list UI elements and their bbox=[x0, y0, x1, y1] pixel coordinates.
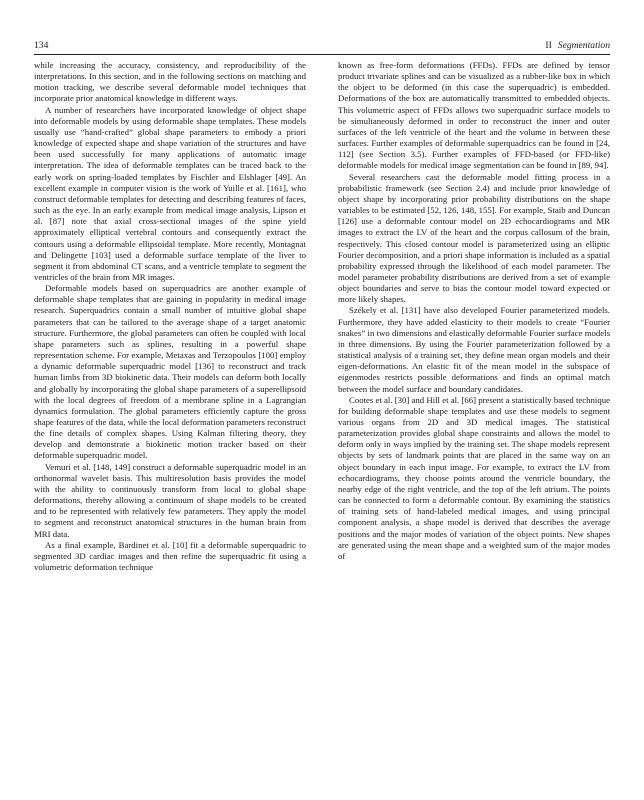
left-column bbox=[34, 60, 306, 573]
running-header bbox=[34, 40, 610, 52]
paragraph: while increasing the accuracy, consistency, and reproducibility of the interpretations. In this section, and in the following sections on matching and motion tracking, we describe several deformable model techniques that incorporate prior anatomical knowledge in different ways. bbox=[34, 60, 306, 104]
right-column bbox=[338, 60, 610, 562]
header-rule bbox=[34, 54, 610, 55]
paragraph: Vemuri et al. [148, 149] construct a deformable superquadric model in an orthonormal wavelet basis. This multiresolution basis provides the model with the ability to continuously transform from local to global shape deformations, thereby allowing a continuum of shape models to be created and to be represented with relatively few parameters. They apply the model to segment and reconstruct anatomical structures in the human brain from MRI data. bbox=[34, 461, 306, 539]
paragraph: As a final example, Bardinet et al. [10] fit a deformable superquadric to segmented 3D cardiac images and then refine the superquadric fit using a volumetric deformation technique bbox=[34, 539, 306, 573]
paragraph: A number of researchers have incorporated knowledge of object shape into deformable models by using deformable shape templates. These models usually use “hand-crafted” global shape parameters to embody a priori knowledge of expected shape and shape variation of the structures and have been used successfully for many applications of automatic image interpretation. The idea of deformable templates can be traced back to the early work on spring-loaded templates by Fischler and Elshlager [49]. An excellent example in computer vision is the work of Yuille et al. [161], who construct deformable templates for detecting and describing features of faces, such as the eye. In an early example from medical image analysis, Lipson et al. [87] note that axial cross-sectional images of the spine yield approximately elliptical vertebral contours and consequently extract the contours using a deformable ellipsoidal template. More recently, Montagnat and Delingette [103] used a deformable surface template of the liver to segment it from abdominal CT scans, and a ventricle template to segment the ventricles of the brain from MR images. bbox=[34, 104, 306, 282]
paragraph: Székely et al. [131] have also developed Fourier parameterized models. Furthermore, they have added elasticity to their models to create “Fourier snakes” in two dimensions and elastically deformable Fourier surface models in three dimensions. By using the Fourier parameterization followed by a statistical analysis of a training set, they define mean organ models and their eigen-deformations. An elastic fit of the mean model in the subspace of eigenmodes restricts possible deformations and finds an optimal match between the model surface and boundary candidates. bbox=[338, 305, 610, 394]
paragraph: Several researchers cast the deformable model fitting process in a probabilistic framework (see Section 2.4) and include prior knowledge of object shape by incorporating prior probability distributions on the shape variables to be estimated [52, 126, 148, 155]. For example, Staib and Duncan [126] use a deformable contour model on 2D echocardiograms and MR images to extract the LV of the heart and the corpus callosum of the brain, respectively. This closed contour model is parameterized using an elliptic Fourier decomposition, and a priori shape information is included as a spatial probability expressed through the likelihood of each model parameter. The model parameter probability distributions are derived from a set of example object boundaries and serve to bias the contour model toward expected or more likely shapes. bbox=[338, 171, 610, 305]
paragraph: Cootes et al. [30] and Hill et al. [66] present a statistically based technique for building deformable shape templates and use these models to segment various organs from 2D and 3D medical images. The statistical parameterization provides global shape constraints and allows the model to deform only in ways implied by the training set. The shape models represent objects by sets of landmark points that are placed in the same way on an object boundary in each input image. For example, to extract the LV from echocardiograms, they choose points around the ventricle boundary, the nearby edge of the right ventricle, and the top of the left atrium. The points can be connected to form a deformable contour. By examining the statistics of training sets of hand-labeled medical images, and using principal component analysis, a shape model is derived that describes the average positions and the major modes of variation of the object points. New shapes are generated using the mean shape and a weighted sum of the major modes of bbox=[338, 394, 610, 561]
section-label bbox=[545, 40, 610, 51]
page-number: 134 bbox=[34, 40, 49, 51]
paragraph: Deformable models based on superquadrics are another example of deformable shape templates that are gaining in popularity in medical image research. Superquadrics contain a small number of intuitive global shape parameters that can be tailored to the average shape of a target anatomic structure. Furthermore, the global parameters can often be coupled with local shape parameters such as splines, resulting in a powerful shape representation scheme. For example, Metaxas and Terzopoulos [100] employ a dynamic deformable superquadric model [136] to reconstruct and track human limbs from 3D biokinetic data. Their models can deform both locally and globally by incorporating the global shape parameters of a superellipsoid with the local degrees of freedom of a membrane spline in a Lagrangian dynamics formulation. The global parameters efficiently capture the gross shape features of the data, while the local deformation parameters reconstruct the fine details of complex shapes. Using Kalman filtering theory, they develop and demonstrate a biokinetic motion tracker based on their deformable superquadric model. bbox=[34, 283, 306, 461]
section-number: II bbox=[545, 40, 552, 51]
section-title: Segmentation bbox=[557, 40, 610, 51]
paragraph: known as free-form deformations (FFDs). FFDs are defined by tensor product trivariate splines and can be visualized as a rubber-like box in which the object to be deformed (in this case the superquadric) is embedded. Deformations of the box are automatically transmitted to embedded objects. This volumetric aspect of FFDs allows two superquadric surface models to be simultaneously deformed in order to reconstruct the inner and outer surfaces of the left ventricle of the heart and the volume in between these surfaces. Further examples of deformable superquadrics can be found in [24, 112] (see Section 3.5). Further examples of FFD-based (or FFD-like) deformable models for medical image segmentation can be found in [89, 94]. bbox=[338, 60, 610, 171]
